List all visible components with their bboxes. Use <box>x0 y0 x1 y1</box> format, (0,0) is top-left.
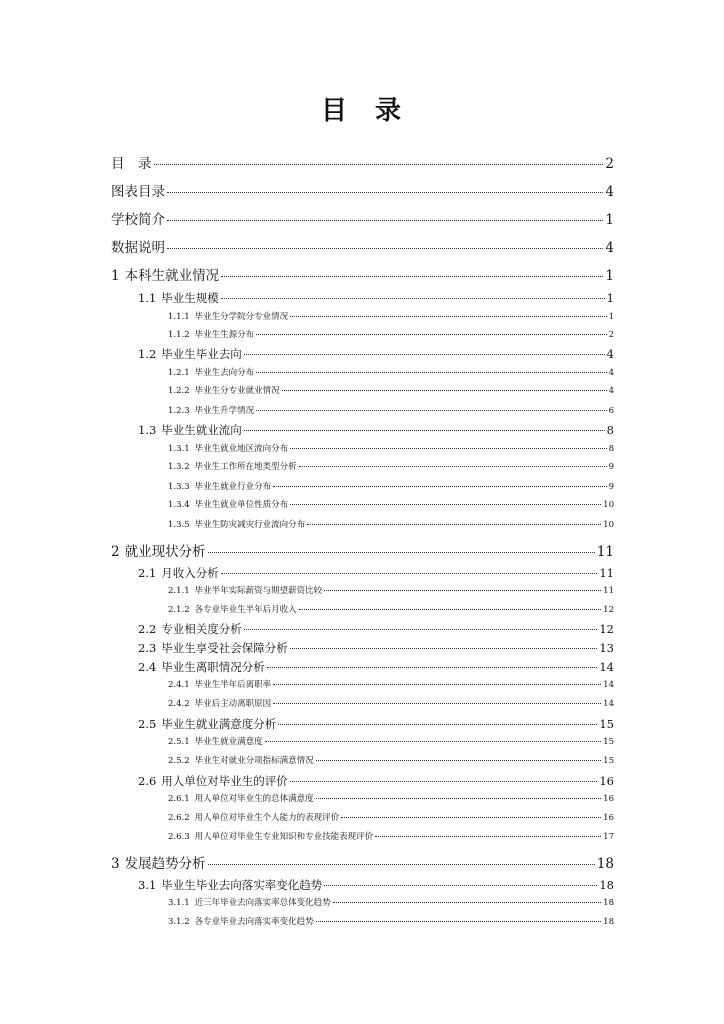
toc-entry-label: 毕业生就业满意度分析 <box>161 717 277 731</box>
toc-entry-page: 10 <box>603 520 614 530</box>
toc-dot-leader <box>375 836 601 837</box>
toc-entry[interactable] <box>168 480 614 492</box>
toc-entry-page: 4 <box>605 240 614 256</box>
toc-entry[interactable] <box>138 640 614 656</box>
toc-entry-number: 3 <box>111 856 120 872</box>
toc-entry-number: 2 <box>111 544 120 560</box>
toc-entry[interactable] <box>168 754 614 766</box>
toc-entry-label: 用人单位对毕业生专业知识和专业技能表现评价 <box>194 832 374 842</box>
toc-entry-label: 毕业生半年后离职率 <box>194 680 272 690</box>
toc-dot-leader <box>244 354 605 355</box>
toc-entry-label: 毕业生毕业去向 <box>161 347 242 361</box>
toc-entry-label: 用人单位对毕业生的总体满意度 <box>194 794 314 804</box>
toc-entry-label: 毕业生工作所在地类型分析 <box>194 462 297 472</box>
toc-dot-leader <box>154 164 604 165</box>
toc-dot-leader <box>299 466 607 467</box>
toc-entry-number: 1.1.1 <box>168 312 190 322</box>
toc-entry-page: 17 <box>603 832 614 842</box>
toc-entry-number: 1.3.2 <box>168 462 190 472</box>
toc-entry[interactable] <box>168 518 614 530</box>
toc-entry[interactable] <box>138 290 614 306</box>
toc-entry-page: 12 <box>599 622 614 636</box>
toc-entry-page: 14 <box>603 699 614 709</box>
toc-entry-label: 各专业毕业去向落实率变化趋势 <box>194 917 314 927</box>
toc-entry-page: 13 <box>599 641 614 655</box>
toc-dot-leader <box>167 192 603 193</box>
toc-entry-number: 1.2.2 <box>168 386 190 396</box>
toc-entry-label: 用人单位对毕业生的评价 <box>161 774 288 788</box>
toc-entry[interactable] <box>138 565 614 581</box>
toc-entry[interactable] <box>168 442 614 454</box>
toc-dot-leader <box>265 741 602 742</box>
toc-dot-leader <box>244 430 605 431</box>
toc-entry-label: 用人单位对毕业生个人能力的表现评价 <box>194 813 340 823</box>
toc-entry-label: 学校简介 <box>111 212 165 228</box>
toc-dot-leader <box>324 885 597 886</box>
toc-dot-leader <box>167 248 603 249</box>
toc-entry-page: 16 <box>603 813 614 823</box>
toc-entry-label: 毕业生规模 <box>161 291 219 305</box>
toc-entry-label: 毕业半年实际薪资与期望薪资比较 <box>194 586 323 596</box>
toc-entry[interactable] <box>168 328 614 340</box>
toc-entry-label: 图表目录 <box>111 184 165 200</box>
toc-entry-label: 数据说明 <box>111 240 165 256</box>
toc-entry-number: 1 <box>111 268 120 284</box>
toc-entry-page: 18 <box>603 898 614 908</box>
toc-entry[interactable] <box>168 896 614 908</box>
toc-entry-label: 毕业生享受社会保障分析 <box>161 641 288 655</box>
toc-entry-number: 2.1.2 <box>168 605 190 615</box>
toc-entry-number: 1.2.1 <box>168 368 190 378</box>
toc-entry[interactable] <box>168 498 614 510</box>
toc-dot-leader <box>324 590 601 591</box>
toc-entry[interactable] <box>168 460 614 472</box>
toc-entry[interactable] <box>138 346 614 362</box>
toc-entry-label: 毕业生分专业就业情况 <box>194 386 280 396</box>
toc-entry-label: 目 录 <box>111 156 152 172</box>
toc-entry-number: 2.4.1 <box>168 680 190 690</box>
toc-entry[interactable] <box>111 236 614 256</box>
toc-entry-page: 18 <box>596 856 614 872</box>
toc-entry-number: 3.1 <box>138 878 157 892</box>
toc-entry-page: 2 <box>608 330 614 340</box>
toc-entry[interactable] <box>138 877 614 893</box>
toc-entry-page: 11 <box>596 544 614 560</box>
toc-dot-leader <box>290 448 606 449</box>
toc-entry-label: 就业现状分析 <box>124 544 206 560</box>
toc-entry-label: 毕业后主动离职原因 <box>194 699 272 709</box>
toc-entry-page: 18 <box>603 917 614 927</box>
toc-dot-leader <box>333 902 602 903</box>
toc-dot-leader <box>290 316 606 317</box>
toc-dot-leader <box>316 921 602 922</box>
toc-entry[interactable] <box>111 152 614 172</box>
toc-entry[interactable] <box>168 310 614 322</box>
toc-entry-label: 本科生就业情况 <box>124 268 220 284</box>
toc-entry-number: 1.1.2 <box>168 330 190 340</box>
toc-entry-number: 2.6.1 <box>168 794 190 804</box>
toc-dot-leader <box>341 817 601 818</box>
toc-entry[interactable] <box>168 830 614 842</box>
toc-entry-number: 2.4 <box>138 660 157 674</box>
toc-entry-page: 2 <box>605 156 614 172</box>
toc-entry[interactable] <box>168 404 614 416</box>
toc-entry-label: 发展趋势分析 <box>124 856 206 872</box>
toc-entry[interactable] <box>168 697 614 709</box>
toc-entry-label: 毕业生对就业分项指标满意情况 <box>194 756 314 766</box>
toc-entry[interactable] <box>111 540 614 560</box>
toc-entry-label: 毕业生就业行业分布 <box>194 482 272 492</box>
toc-entry-number: 2.5 <box>138 717 157 731</box>
toc-entry[interactable] <box>138 773 614 789</box>
toc-dot-leader <box>208 552 595 553</box>
toc-entry[interactable] <box>168 735 614 747</box>
toc-entry-number: 2.3 <box>138 641 157 655</box>
toc-entry-label: 近三年毕业去向落实率总体变化趋势 <box>194 898 331 908</box>
toc-dot-leader <box>290 504 601 505</box>
toc-dot-leader <box>307 524 601 525</box>
toc-dot-leader <box>221 276 603 277</box>
toc-entry-page: 9 <box>608 482 614 492</box>
toc-entry-page: 14 <box>603 680 614 690</box>
toc-dot-leader <box>267 667 598 668</box>
toc-entry[interactable] <box>111 180 614 200</box>
toc-entry-page: 1 <box>606 291 614 305</box>
toc-entry-number: 2.6.2 <box>168 813 190 823</box>
toc-entry-label: 毕业生毕业去向落实率变化趋势 <box>161 878 323 892</box>
toc-entry[interactable] <box>168 384 614 396</box>
toc-entry-page: 4 <box>608 368 614 378</box>
toc-dot-leader <box>273 703 601 704</box>
toc-entry-page: 4 <box>605 184 614 200</box>
toc-entry-label: 毕业生就业流向 <box>161 423 242 437</box>
toc-dot-leader <box>290 781 598 782</box>
toc-entry-number: 1.2.3 <box>168 406 190 416</box>
toc-dot-leader <box>316 798 602 799</box>
toc-entry[interactable] <box>168 811 614 823</box>
toc-dot-leader <box>278 724 597 725</box>
toc-entry[interactable] <box>111 264 614 284</box>
toc-entry-number: 1.2 <box>138 347 157 361</box>
toc-entry-page: 11 <box>603 586 614 596</box>
toc-entry-label: 毕业生离职情况分析 <box>161 660 265 674</box>
toc-entry-number: 2.2 <box>138 622 157 636</box>
toc-entry-number: 3.1.1 <box>168 898 190 908</box>
toc-entry[interactable] <box>111 208 614 228</box>
page-title-part-2: 录 <box>375 96 404 126</box>
toc-entry-label: 各专业毕业生半年后月收入 <box>194 605 297 615</box>
toc-entry-page: 1 <box>608 312 614 322</box>
toc-dot-leader <box>273 486 606 487</box>
toc-entry[interactable] <box>138 659 614 675</box>
toc-dot-leader <box>208 864 595 865</box>
toc-entry-label: 专业相关度分析 <box>161 622 242 636</box>
toc-entry[interactable] <box>168 603 614 615</box>
toc-entry[interactable] <box>138 716 614 732</box>
toc-entry-page: 1 <box>605 212 614 228</box>
toc-dot-leader <box>290 648 598 649</box>
toc-dot-leader <box>282 390 607 391</box>
toc-entry-number: 3.1.2 <box>168 917 190 927</box>
toc-entry-number: 1.3 <box>138 423 157 437</box>
toc-entry-number: 1.3.3 <box>168 482 190 492</box>
toc-entry-page: 14 <box>599 660 614 674</box>
toc-dot-leader <box>256 410 606 411</box>
toc-entry[interactable] <box>168 678 614 690</box>
toc-entry-number: 2.6.3 <box>168 832 190 842</box>
toc-entry-page: 18 <box>599 878 614 892</box>
toc-entry[interactable] <box>168 366 614 378</box>
toc-entry-label: 毕业生就业地区流向分布 <box>194 444 289 454</box>
toc-entry-page: 4 <box>606 347 614 361</box>
toc-entry-number: 1.3.5 <box>168 520 190 530</box>
toc-dot-leader <box>316 760 602 761</box>
toc-dot-leader <box>244 629 598 630</box>
toc-entry[interactable] <box>168 792 614 804</box>
toc-dot-leader <box>221 573 598 574</box>
toc-dot-leader <box>167 220 603 221</box>
toc-entry-page: 4 <box>608 386 614 396</box>
toc-dot-leader <box>256 334 606 335</box>
toc-entry-page: 9 <box>608 462 614 472</box>
toc-entry[interactable] <box>168 584 614 596</box>
toc-entry-page: 15 <box>599 717 614 731</box>
toc-entry-number: 1.3.1 <box>168 444 190 454</box>
toc-entry-label: 毕业生防灾减灾行业流向分布 <box>194 520 306 530</box>
toc-entry-label: 毕业生分学院分专业情况 <box>194 312 289 322</box>
toc-entry[interactable] <box>111 852 614 872</box>
toc-entry-page: 11 <box>599 566 614 580</box>
toc-entry-number: 1.3.4 <box>168 500 190 510</box>
toc-entry-label: 毕业生就业单位性质分布 <box>194 500 289 510</box>
toc-entry-page: 15 <box>603 737 614 747</box>
toc-entry[interactable] <box>138 422 614 438</box>
toc-entry-page: 16 <box>603 794 614 804</box>
toc-entry-label: 毕业生就业满意度 <box>194 737 263 747</box>
toc-entry-page: 8 <box>608 444 614 454</box>
toc-entry-number: 2.5.1 <box>168 737 190 747</box>
toc-entry-number: 2.4.2 <box>168 699 190 709</box>
toc-entry[interactable] <box>138 621 614 637</box>
toc-dot-leader <box>221 298 605 299</box>
toc-entry-label: 毕业生升学情况 <box>194 406 255 416</box>
toc-entry-page: 16 <box>599 774 614 788</box>
toc-entry-page: 8 <box>606 423 614 437</box>
toc-entry-label: 毕业生生源分布 <box>194 330 255 340</box>
toc-entry-number: 2.5.2 <box>168 756 190 766</box>
toc-entry-number: 2.1.1 <box>168 586 190 596</box>
toc-dot-leader <box>299 609 602 610</box>
toc-entry-number: 2.6 <box>138 774 157 788</box>
toc-entry-number: 2.1 <box>138 566 157 580</box>
toc-entry-page: 10 <box>603 500 614 510</box>
toc-entry-page: 12 <box>603 605 614 615</box>
toc-entry-label: 月收入分析 <box>161 566 219 580</box>
toc-entry[interactable] <box>168 915 614 927</box>
toc-entry-label: 毕业生去向分布 <box>194 368 255 378</box>
page-title-part-1: 目 <box>320 96 349 126</box>
toc-dot-leader <box>273 684 601 685</box>
toc-dot-leader <box>256 372 606 373</box>
toc-entry-page: 6 <box>608 406 614 416</box>
toc-entry-page: 1 <box>605 268 614 284</box>
toc-entry-page: 15 <box>603 756 614 766</box>
toc-entry-number: 1.1 <box>138 291 157 305</box>
